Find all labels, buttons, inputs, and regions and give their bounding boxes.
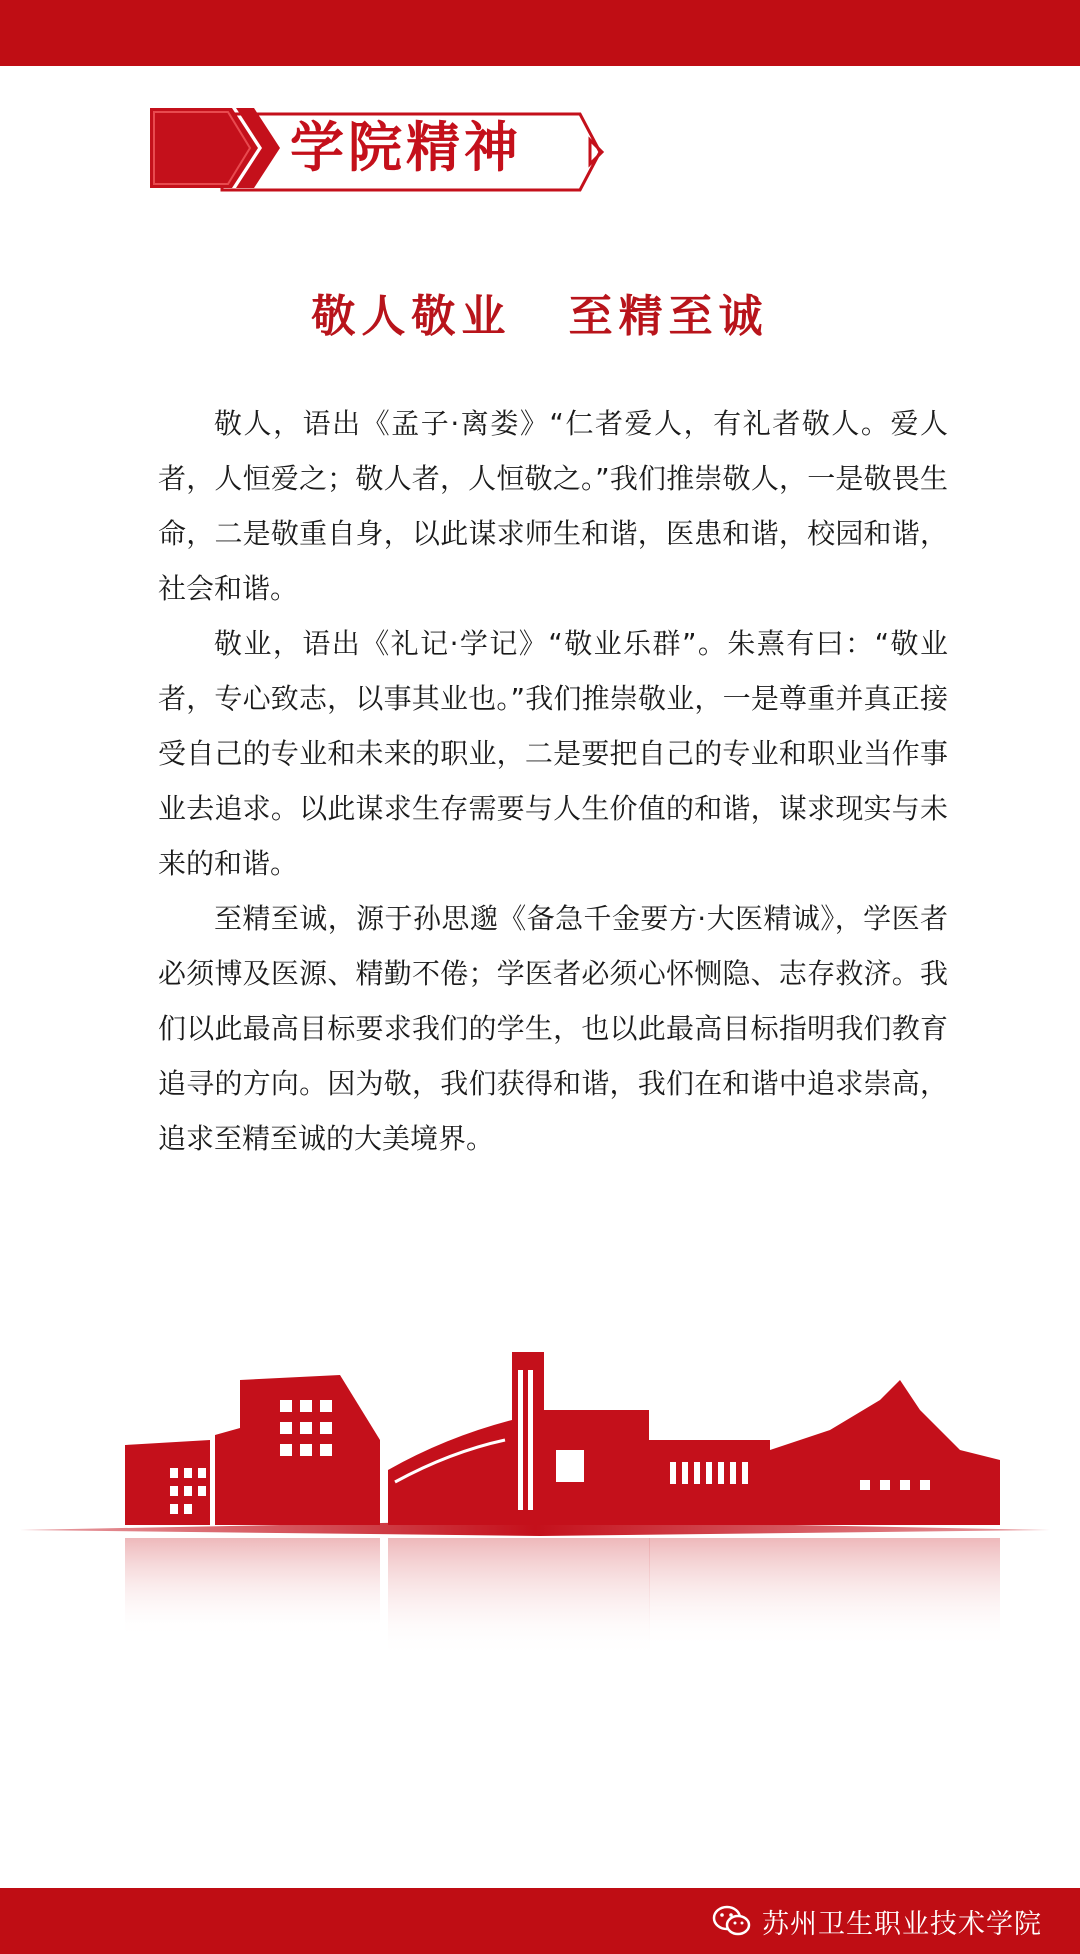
paragraph-jingren: 敬人，语出《孟子·离娄》“仁者爱人，有礼者敬人。爱人者，人恒爱之；敬人者，人恒敬之。”我们推崇敬人，一是敬畏生命，二是敬重自身，以此谋求师生和谐，医患和谐，校园和谐，社会和谐。 [158,407,948,605]
motto-part-2: 至精至诚 [568,291,769,342]
section-banner [150,104,610,200]
paragraph-jingye: 敬业，语出《礼记·学记》“敬业乐群”。朱熹有曰：“敬业者，专心致志，以事其业也。”我们推崇敬业，一是尊重并真正接受自己的专业和未来的职业，二是要把自己的专业和职业当作事业去追求。以此谋求生存需要与人生价值的和谐，谋求现实与未来的和谐。 [158,627,948,880]
footer-brand [712,1888,1042,1954]
footer-account-name: 苏州卫生职业技术学院 [762,1908,1042,1940]
motto-heading [140,282,940,352]
campus-skyline-illustration [0,1340,1080,1720]
paragraph-zhijing: 至精至诚，源于孙思邈《备急千金要方·大医精诚》，学医者必须博及医源、精勤不倦；学医者必须心怀恻隐、志存救济。我们以此最高目标要求我们的学生，也以此最高目标指明我们教育追寻的方向。因为敬，我们获得和谐，我们在和谐中追求崇高，追求至精至诚的大美境界。 [158,902,948,1155]
motto-part-1: 敬人敬业 [311,291,512,342]
body-text [158,396,948,1166]
banner-title: 学院精神 [290,116,522,179]
wechat-icon [712,1904,752,1938]
top-bar [0,0,1080,66]
